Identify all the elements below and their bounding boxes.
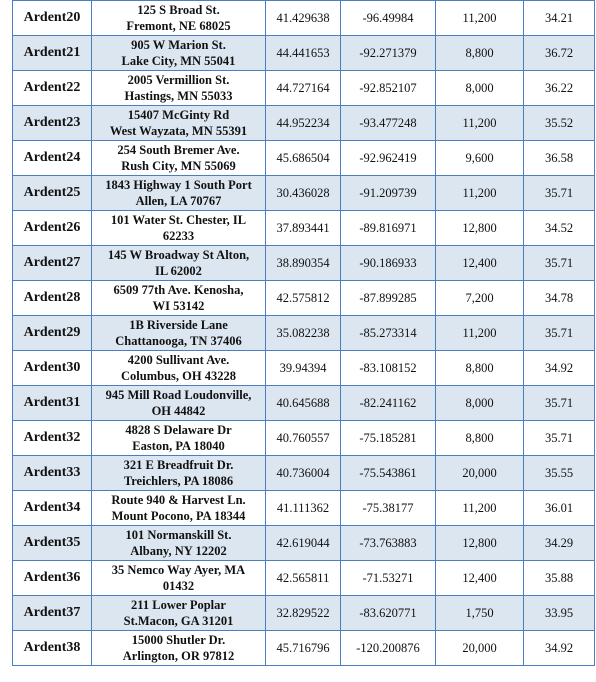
address-line-2: Albany, NY 12202 xyxy=(130,544,227,558)
site-name-cell: Ardent35 xyxy=(13,526,92,561)
latitude-cell: 35.082238 xyxy=(266,316,341,351)
longitude-cell: -71.53271 xyxy=(341,561,436,596)
value-cell: 34.92 xyxy=(524,351,595,386)
size-cell: 11,200 xyxy=(436,1,524,36)
site-name-cell: Ardent27 xyxy=(13,246,92,281)
address-line-2: Treichlers, PA 18086 xyxy=(123,474,234,488)
size-cell: 12,800 xyxy=(436,211,524,246)
latitude-cell: 38.890354 xyxy=(266,246,341,281)
table-body xyxy=(13,1,595,666)
site-name-cell: Ardent25 xyxy=(13,176,92,211)
address-line-2: Arlington, OR 97812 xyxy=(122,649,235,663)
value-cell: 35.71 xyxy=(524,316,595,351)
table-row xyxy=(13,281,595,316)
value-cell: 34.29 xyxy=(524,526,595,561)
address-line-2: St.Macon, GA 31201 xyxy=(123,614,234,628)
address-line-1: 4200 Sullivant Ave. xyxy=(127,353,230,367)
longitude-cell: -120.200876 xyxy=(341,631,436,666)
table-row xyxy=(13,456,595,491)
longitude-cell: -92.271379 xyxy=(341,36,436,71)
latitude-cell: 44.952234 xyxy=(266,106,341,141)
address-line-2: OH 44842 xyxy=(151,404,206,418)
table-row xyxy=(13,316,595,351)
address-cell xyxy=(92,36,266,71)
address-line-2: Fremont, NE 68025 xyxy=(126,19,231,33)
value-cell: 36.58 xyxy=(524,141,595,176)
latitude-cell: 40.760557 xyxy=(266,421,341,456)
address-cell xyxy=(92,386,266,421)
address-line-1: 101 Normanskill St. xyxy=(125,528,232,542)
address-cell xyxy=(92,526,266,561)
longitude-cell: -87.899285 xyxy=(341,281,436,316)
latitude-cell: 41.111362 xyxy=(266,491,341,526)
longitude-cell: -92.962419 xyxy=(341,141,436,176)
address-cell xyxy=(92,456,266,491)
value-cell: 36.72 xyxy=(524,36,595,71)
site-name-cell: Ardent29 xyxy=(13,316,92,351)
address-cell xyxy=(92,141,266,176)
address-line-1: Route 940 & Harvest Ln. xyxy=(111,493,246,507)
address-line-1: 15000 Shutler Dr. xyxy=(131,633,226,647)
size-cell: 8,800 xyxy=(436,421,524,456)
address-line-2: West Wayzata, MN 55391 xyxy=(109,124,248,138)
address-cell xyxy=(92,281,266,316)
address-line-2: Rush City, MN 55069 xyxy=(121,159,236,173)
address-line-1: 945 Mill Road Loudonville, xyxy=(105,388,252,402)
latitude-cell: 40.645688 xyxy=(266,386,341,421)
address-line-1: 145 W Broadway St Alton, xyxy=(107,248,250,262)
longitude-cell: -91.209739 xyxy=(341,176,436,211)
site-name-cell: Ardent26 xyxy=(13,211,92,246)
address-cell xyxy=(92,176,266,211)
size-cell: 12,400 xyxy=(436,561,524,596)
latitude-cell: 32.829522 xyxy=(266,596,341,631)
size-cell: 9,600 xyxy=(436,141,524,176)
address-cell xyxy=(92,71,266,106)
table-row xyxy=(13,36,595,71)
site-name-cell: Ardent20 xyxy=(13,1,92,36)
size-cell: 12,400 xyxy=(436,246,524,281)
address-cell xyxy=(92,596,266,631)
address-line-2: IL 62002 xyxy=(155,264,202,278)
site-name-cell: Ardent33 xyxy=(13,456,92,491)
address-cell xyxy=(92,421,266,456)
value-cell: 34.21 xyxy=(524,1,595,36)
longitude-cell: -75.543861 xyxy=(341,456,436,491)
address-cell xyxy=(92,211,266,246)
longitude-cell: -83.108152 xyxy=(341,351,436,386)
address-cell xyxy=(92,316,266,351)
latitude-cell: 45.716796 xyxy=(266,631,341,666)
table-row xyxy=(13,141,595,176)
value-cell: 35.71 xyxy=(524,246,595,281)
address-line-2: Mount Pocono, PA 18344 xyxy=(111,509,246,523)
longitude-cell: -85.273314 xyxy=(341,316,436,351)
size-cell: 12,800 xyxy=(436,526,524,561)
table-row xyxy=(13,106,595,141)
address-cell xyxy=(92,351,266,386)
latitude-cell: 42.619044 xyxy=(266,526,341,561)
value-cell: 34.52 xyxy=(524,211,595,246)
address-line-2: Hastings, MN 55033 xyxy=(124,89,233,103)
address-line-2: Chattanooga, TN 37406 xyxy=(115,334,242,348)
size-cell: 20,000 xyxy=(436,456,524,491)
value-cell: 34.92 xyxy=(524,631,595,666)
longitude-cell: -75.38177 xyxy=(341,491,436,526)
value-cell: 35.71 xyxy=(524,386,595,421)
address-line-1: 101 Water St. Chester, IL xyxy=(110,213,247,227)
address-line-2: Lake City, MN 55041 xyxy=(121,54,236,68)
table-row xyxy=(13,176,595,211)
longitude-cell: -82.241162 xyxy=(341,386,436,421)
size-cell: 8,800 xyxy=(436,36,524,71)
site-name-cell: Ardent37 xyxy=(13,596,92,631)
site-name-cell: Ardent32 xyxy=(13,421,92,456)
value-cell: 35.71 xyxy=(524,421,595,456)
latitude-cell: 44.441653 xyxy=(266,36,341,71)
address-cell xyxy=(92,106,266,141)
size-cell: 8,800 xyxy=(436,351,524,386)
address-line-1: 125 S Broad St. xyxy=(137,3,220,17)
address-cell xyxy=(92,631,266,666)
latitude-cell: 42.565811 xyxy=(266,561,341,596)
latitude-cell: 40.736004 xyxy=(266,456,341,491)
site-name-cell: Ardent21 xyxy=(13,36,92,71)
value-cell: 36.01 xyxy=(524,491,595,526)
longitude-cell: -75.185281 xyxy=(341,421,436,456)
longitude-cell: -83.620771 xyxy=(341,596,436,631)
address-line-1: 15407 McGinty Rd xyxy=(127,108,230,122)
table-row xyxy=(13,1,595,36)
address-line-1: 1B Riverside Lane xyxy=(129,318,228,332)
address-line-1: 1843 Highway 1 South Port xyxy=(105,178,252,192)
address-line-1: 211 Lower Poplar xyxy=(131,598,226,612)
address-line-1: 321 E Breadfruit Dr. xyxy=(123,458,234,472)
value-cell: 34.78 xyxy=(524,281,595,316)
table-row xyxy=(13,491,595,526)
site-name-cell: Ardent23 xyxy=(13,106,92,141)
table-row xyxy=(13,421,595,456)
value-cell: 35.71 xyxy=(524,176,595,211)
table-row xyxy=(13,596,595,631)
longitude-cell: -92.852107 xyxy=(341,71,436,106)
site-name-cell: Ardent36 xyxy=(13,561,92,596)
address-line-1: 4828 S Delaware Dr xyxy=(125,423,232,437)
latitude-cell: 41.429638 xyxy=(266,1,341,36)
longitude-cell: -89.816971 xyxy=(341,211,436,246)
address-line-1: 35 Nemco Way Ayer, MA xyxy=(111,563,246,577)
address-line-2: Allen, LA 70767 xyxy=(135,194,222,208)
size-cell: 11,200 xyxy=(436,176,524,211)
value-cell: 35.52 xyxy=(524,106,595,141)
latitude-cell: 37.893441 xyxy=(266,211,341,246)
value-cell: 35.55 xyxy=(524,456,595,491)
longitude-cell: -93.477248 xyxy=(341,106,436,141)
value-cell: 33.95 xyxy=(524,596,595,631)
table-row xyxy=(13,561,595,596)
table-row xyxy=(13,351,595,386)
latitude-cell: 42.575812 xyxy=(266,281,341,316)
latitude-cell: 39.94394 xyxy=(266,351,341,386)
longitude-cell: -73.763883 xyxy=(341,526,436,561)
size-cell: 11,200 xyxy=(436,106,524,141)
size-cell: 11,200 xyxy=(436,316,524,351)
address-line-2: 01432 xyxy=(162,579,195,593)
value-cell: 36.22 xyxy=(524,71,595,106)
table-row xyxy=(13,211,595,246)
address-line-1: 254 South Bremer Ave. xyxy=(117,143,240,157)
longitude-cell: -90.186933 xyxy=(341,246,436,281)
size-cell: 20,000 xyxy=(436,631,524,666)
site-name-cell: Ardent38 xyxy=(13,631,92,666)
address-line-2: Easton, PA 18040 xyxy=(132,439,225,453)
table-row xyxy=(13,71,595,106)
address-cell xyxy=(92,561,266,596)
site-name-cell: Ardent28 xyxy=(13,281,92,316)
address-line-1: 6509 77th Ave. Kenosha, xyxy=(113,283,244,297)
site-name-cell: Ardent22 xyxy=(13,71,92,106)
size-cell: 1,750 xyxy=(436,596,524,631)
address-line-2: Columbus, OH 43228 xyxy=(121,369,236,383)
locations-table xyxy=(12,0,595,666)
table-row xyxy=(13,246,595,281)
address-line-1: 2005 Vermillion St. xyxy=(127,73,230,87)
address-line-2: 62233 xyxy=(162,229,195,243)
address-line-2: WI 53142 xyxy=(152,299,205,313)
address-cell xyxy=(92,1,266,36)
latitude-cell: 45.686504 xyxy=(266,141,341,176)
site-name-cell: Ardent34 xyxy=(13,491,92,526)
value-cell: 35.88 xyxy=(524,561,595,596)
size-cell: 8,000 xyxy=(436,386,524,421)
site-name-cell: Ardent24 xyxy=(13,141,92,176)
size-cell: 7,200 xyxy=(436,281,524,316)
address-cell xyxy=(92,491,266,526)
table-row xyxy=(13,526,595,561)
size-cell: 8,000 xyxy=(436,71,524,106)
address-line-1: 905 W Marion St. xyxy=(131,38,226,52)
longitude-cell: -96.49984 xyxy=(341,1,436,36)
table-row xyxy=(13,386,595,421)
table-row xyxy=(13,631,595,666)
site-name-cell: Ardent30 xyxy=(13,351,92,386)
site-name-cell: Ardent31 xyxy=(13,386,92,421)
size-cell: 11,200 xyxy=(436,491,524,526)
latitude-cell: 44.727164 xyxy=(266,71,341,106)
address-cell xyxy=(92,246,266,281)
latitude-cell: 30.436028 xyxy=(266,176,341,211)
